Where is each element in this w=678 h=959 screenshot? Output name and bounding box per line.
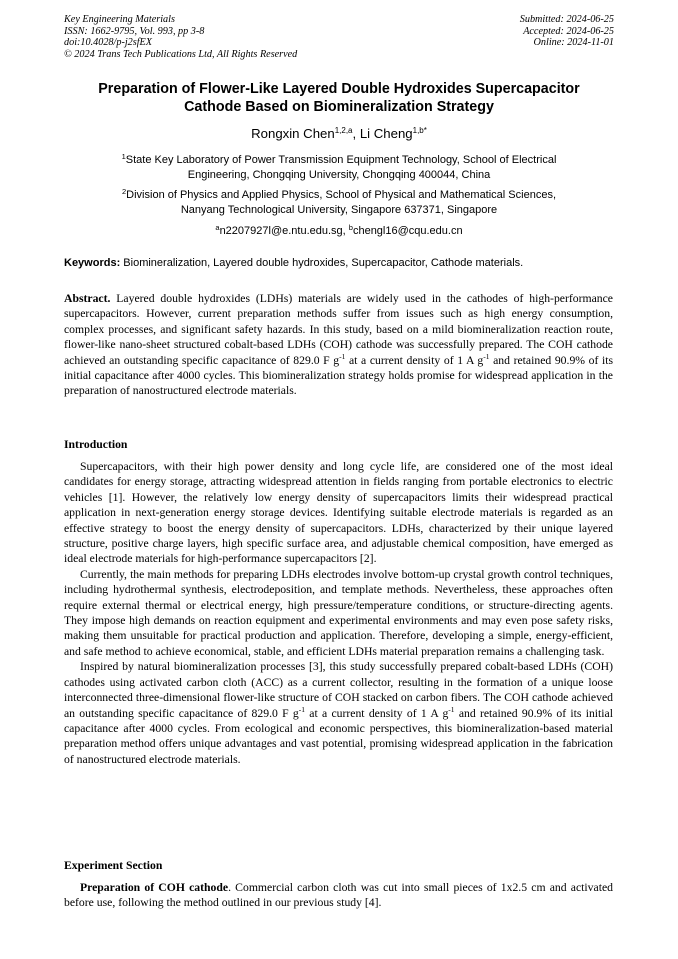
author-2-affil: 1,b* bbox=[412, 126, 427, 135]
affiliation-1-mark: 1 bbox=[121, 152, 126, 161]
intro-paragraph-3 bbox=[64, 659, 613, 767]
author-1-affil: 1,2,a bbox=[334, 126, 353, 135]
submitted-date: Submitted: 2024-06-25 bbox=[519, 14, 614, 25]
introduction-body bbox=[64, 459, 613, 767]
experiment-paragraph-1: . Commercial carbon cloth was cut into small pieces of 1x2.5 cm and activated before use, following the method outlined in our previous study [4]. bbox=[64, 881, 613, 910]
intro-paragraph-1: Supercapacitors, with their high power density and long cycle life, are considered one of the most ideal candidates for energy storage, attracting widespread attention in fields ranging from portable electronics to electric vehicles [1]. However, the relatively low energy density of supercapacitors limits their widespread practical application in next-generation energy storage devices. Identifying suitable electrode materials is regarded as an effective strategy to boost the energy density of supercapacitors. LDHs, characterized by their unique layered structure, positive charge layers, high specific surface area, and adjustable chemical composition, have emerged as ideal electrode materials for high-performance supercapacitors [2]. bbox=[64, 460, 613, 566]
experiment-body bbox=[64, 880, 613, 911]
email-a[interactable]: n2207927l@e.ntu.edu.sg, bbox=[219, 225, 349, 237]
intro-p3-unit-1: -1 bbox=[298, 704, 305, 714]
intro-p3-text-2: at a current density of 1 A g bbox=[305, 706, 449, 720]
affiliation-2-line-1: Division of Physics and Applied Physics, School of Physical and Mathematical Sciences, bbox=[126, 189, 556, 201]
email-b-mark: b bbox=[348, 223, 353, 232]
abstract-unit-2: -1 bbox=[483, 351, 490, 361]
abstract-text-3: and retained 90.9% of its initial capacitance after 4000 cycles. This biomineralization strategy holds promise for widespread application in the preparation of nanostructured electrode materials. bbox=[64, 353, 614, 398]
author-emails bbox=[60, 221, 618, 239]
affiliation-1-line-1: State Key Laboratory of Power Transmission Equipment Technology, School of Electrical bbox=[125, 154, 557, 166]
intro-p3-text-3: and retained 90.9% of its initial capacitance after 4000 cycles. From ecological and economic perspectives, this biomineralization-based material preparation method offers unique advantages and vast potential, promising widespread application in the fabrication of nanostructured electrode materials. bbox=[64, 706, 613, 766]
experiment-subheading: Preparation of COH cathode bbox=[80, 881, 229, 894]
journal-name: Key Engineering Materials bbox=[64, 14, 175, 25]
keywords bbox=[64, 256, 614, 270]
online-date: Online: 2024-11-01 bbox=[533, 37, 614, 49]
affiliation-2-mark: 2 bbox=[122, 187, 127, 196]
author-list bbox=[60, 123, 618, 142]
intro-paragraph-2: Currently, the main methods for preparing LDHs electrodes involve bottom-up crystal growth control techniques, including hydrothermal synthesis, electrodeposition, and template methods. Nevertheless, these approaches often require external thermal or electrical energy, high pressure/temperature conditions, or structure-directing agents. They impose high demands on reaction equipment and experimental environments and may even pose safety risks, making them unsuitable for practical production and application. Therefore, developing a simple, energy-efficient, and safe method to achieve economical, stable, and efficient LDHs material preparation remains a challenging task. bbox=[64, 567, 613, 658]
journal-doi: doi:10.4028/p-j2sfEX bbox=[64, 37, 153, 49]
title-line-1: Preparation of Flower-Like Layered Double Hydroxides Supercapacitor bbox=[98, 81, 580, 97]
email-a-mark: a bbox=[215, 223, 220, 232]
title-line-2: Cathode Based on Biomineralization Strategy bbox=[184, 99, 494, 115]
abstract-text-1: Layered double hydroxides (LDHs) materials are widely used in the cathodes of high-performance supercapacitors. However, current preparation methods suffer from issues such as high energy consumption, complex processes, and significant safety hazards. In this study, based on a mild biomineralization reaction route, flower-like nano-sheet structured cobalt-based LDHs (COH) cathode was successfully prepared. The COH cathode achieved an outstanding specific capacitance of 829.0 F g bbox=[64, 292, 613, 367]
intro-p3-unit-2: -1 bbox=[448, 704, 455, 714]
intro-p3-text-1: Inspired by natural biomineralization processes [3], this study successfully prepared cobalt-based LDHs (COH) cathodes using activated carbon cloth (ACC) as a current collector, resulting in the formation of a unique loose interconnected three-dimensional flower-like structure of COH stacked on carbon fibers. The COH cathode achieved an outstanding specific capacitance of 829.0 F g bbox=[64, 660, 613, 720]
journal-copyright: © 2024 Trans Tech Publications Ltd, All Rights Reserved bbox=[64, 48, 298, 60]
paper-title bbox=[60, 80, 618, 116]
journal-issn: ISSN: 1662-9795, Vol. 993, pp 3-8 bbox=[64, 25, 205, 37]
author-2-name: Li Cheng bbox=[359, 126, 413, 141]
affiliation-1 bbox=[60, 150, 618, 182]
affiliation-2 bbox=[60, 185, 618, 217]
affiliation-1-line-2: Engineering, Chongqing University, Chongqing 400044, China bbox=[187, 168, 491, 181]
email-b[interactable]: chengl16@cqu.edu.cn bbox=[352, 225, 463, 237]
abstract-unit-1: -1 bbox=[339, 351, 346, 361]
keywords-label: Keywords: bbox=[64, 257, 121, 269]
affiliation-2-line-2: Nanyang Technological University, Singapore 637371, Singapore bbox=[180, 203, 498, 216]
abstract-label: Abstract. bbox=[64, 292, 111, 305]
introduction-heading: Introduction bbox=[64, 438, 128, 451]
abstract-text-2: at a current density of 1 A g bbox=[345, 353, 484, 367]
keywords-text: Biomineralization, Layered double hydroxides, Supercapacitor, Cathode materials. bbox=[120, 257, 524, 269]
author-separator: , bbox=[352, 126, 360, 141]
abstract bbox=[64, 291, 613, 399]
journal-header-right bbox=[520, 14, 614, 49]
author-1-name: Rongxin Chen bbox=[251, 126, 335, 141]
journal-header-left bbox=[64, 14, 297, 60]
experiment-heading: Experiment Section bbox=[64, 859, 163, 872]
accepted-date: Accepted: 2024-06-25 bbox=[523, 25, 614, 37]
